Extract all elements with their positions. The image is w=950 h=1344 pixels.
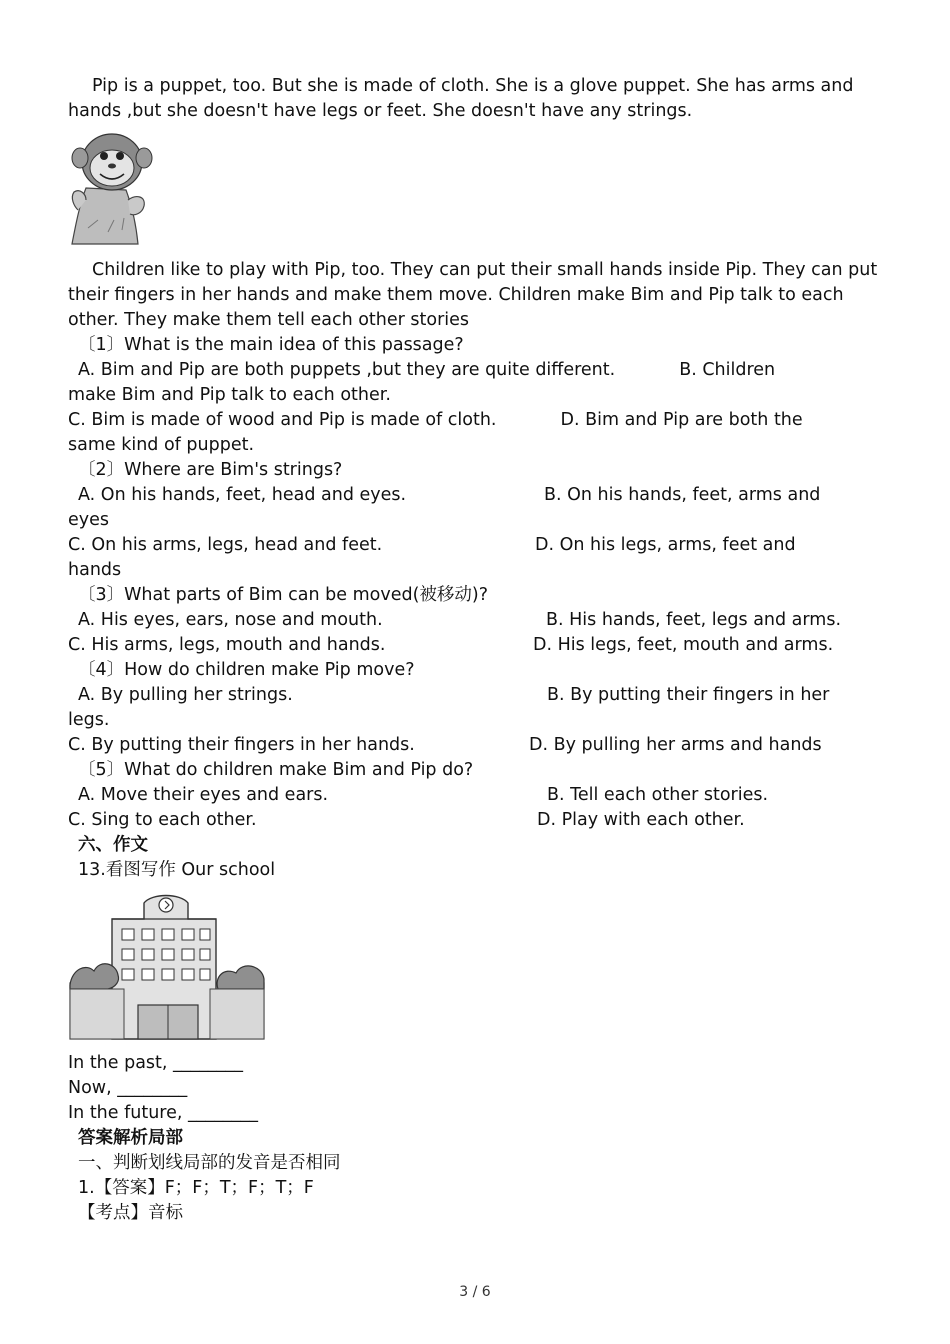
- writing-now: Now, ________: [68, 1078, 188, 1098]
- monkey-puppet-icon: [68, 128, 158, 246]
- q1-option-b-wrap: make Bim and Pip talk to each other.: [68, 385, 391, 405]
- question-1-options-ab: [68, 358, 882, 383]
- q2-option-c: C. On his arms, legs, head and feet.: [68, 535, 383, 555]
- section-6-heading: 六、作文: [78, 835, 148, 855]
- q1-option-a: A. Bim and Pip are both puppets ,but they are quite different.: [78, 360, 616, 380]
- q1-option-b: B. Children: [679, 360, 776, 380]
- q5-option-d: D. Play with each other.: [537, 810, 745, 830]
- answer-1-point: 【考点】音标: [78, 1203, 183, 1223]
- q4-option-b: B. By putting their fingers in her: [547, 685, 830, 705]
- answers-heading: 答案解析局部: [78, 1128, 183, 1148]
- q1-option-c: C. Bim is made of wood and Pip is made of cloth.: [68, 410, 497, 430]
- question-3-options-cd: [68, 633, 882, 658]
- q2-option-b: B. On his hands, feet, arms and: [544, 485, 821, 505]
- question-4-options-ab: [68, 683, 882, 708]
- page-number: 3 / 6: [459, 1284, 491, 1300]
- pip-paragraph: Pip is a puppet, too. But she is made of cloth. She is a glove puppet. She has arms and hands ,but she doesn't have legs or feet. She doesn't have any strings.: [68, 76, 854, 121]
- answer-1: 1.【答案】F；F；T；F；T；F: [78, 1178, 314, 1198]
- q5-option-a: A. Move their eyes and ears.: [78, 785, 329, 805]
- q3-option-d: D. His legs, feet, mouth and arms.: [533, 635, 834, 655]
- answers-part-1: 一、判断划线局部的发音是否相同: [78, 1153, 341, 1173]
- q4-option-b-wrap: legs.: [68, 710, 110, 730]
- question-5-options-ab: [68, 783, 882, 808]
- question-2-options-cd: [68, 533, 882, 558]
- q3-option-a: A. His eyes, ears, nose and mouth.: [78, 610, 383, 630]
- q4-option-a: A. By pulling her strings.: [78, 685, 293, 705]
- q2-option-b-wrap: eyes: [68, 510, 110, 530]
- school-building-icon: [68, 889, 268, 1041]
- q2-option-a: A. On his hands, feet, head and eyes.: [78, 485, 407, 505]
- question-5-stem: 〔5〕What do children make Bim and Pip do?: [78, 760, 474, 780]
- writing-future: In the future, ________: [68, 1103, 259, 1123]
- question-1-stem: 〔1〕What is the main idea of this passage?: [78, 335, 464, 355]
- q2-option-d-wrap: hands: [68, 560, 122, 580]
- question-5-options-cd: [68, 808, 882, 833]
- writing-task: 13.看图写作 Our school: [78, 860, 276, 880]
- school-building-image: [68, 889, 882, 1049]
- question-2-stem: 〔2〕Where are Bim's strings?: [78, 460, 343, 480]
- question-1-options-cd: [68, 408, 882, 433]
- q1-option-d: D. Bim and Pip are both the: [560, 410, 803, 430]
- writing-past: In the past, ________: [68, 1053, 244, 1073]
- q3-option-c: C. His arms, legs, mouth and hands.: [68, 635, 386, 655]
- document-page: [68, 74, 882, 1226]
- question-4-options-cd: [68, 733, 882, 758]
- children-paragraph: Children like to play with Pip, too. They can put their small hands inside Pip. They can put their fingers in her hands and make them move. Children make Bim and Pip talk to each other. They make them tell each other stories: [68, 260, 878, 330]
- question-3-stem: 〔3〕What parts of Bim can be moved(被移动)?: [78, 585, 489, 605]
- question-4-stem: 〔4〕How do children make Pip move?: [78, 660, 415, 680]
- q1-option-d-wrap: same kind of puppet.: [68, 435, 255, 455]
- q4-option-c: C. By putting their fingers in her hands.: [68, 735, 415, 755]
- q5-option-c: C. Sing to each other.: [68, 810, 257, 830]
- glove-puppet-image: [68, 128, 882, 254]
- q5-option-b: B. Tell each other stories.: [547, 785, 769, 805]
- q2-option-d: D. On his legs, arms, feet and: [535, 535, 796, 555]
- q3-option-b: B. His hands, feet, legs and arms.: [546, 610, 842, 630]
- question-3-options-ab: [68, 608, 882, 633]
- question-2-options-ab: [68, 483, 882, 508]
- q4-option-d: D. By pulling her arms and hands: [529, 735, 822, 755]
